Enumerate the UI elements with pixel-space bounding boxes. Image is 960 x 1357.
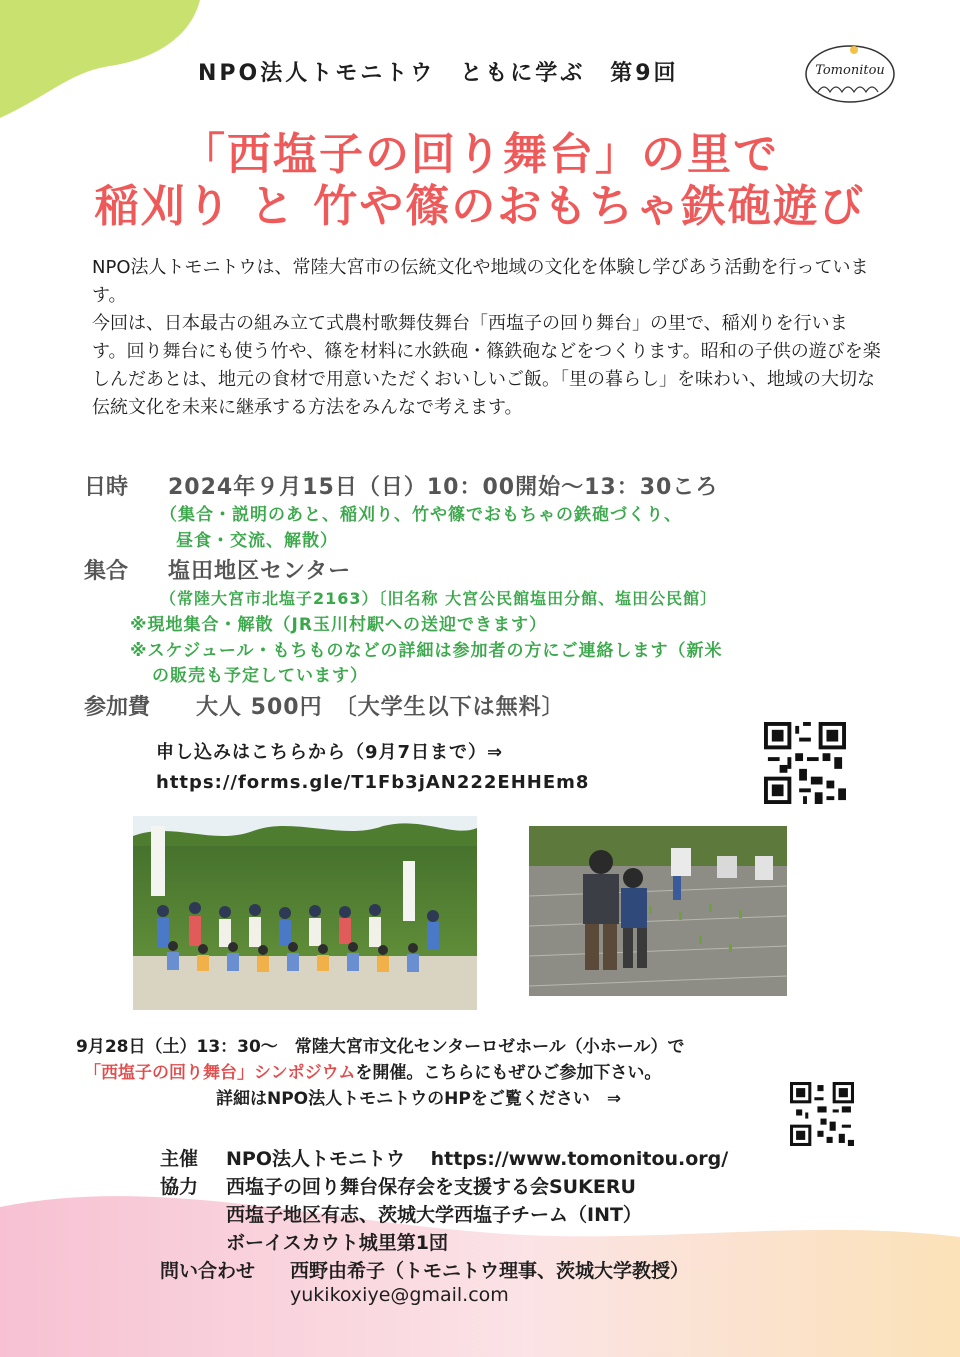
- apply-url-link[interactable]: https://forms.gle/T1Fb3jAN222EHHEm8: [156, 772, 590, 793]
- apply-instruction: 申し込みはこちらから（9月7日まで）⇒: [156, 742, 504, 763]
- contact-email-link[interactable]: yukikoxiye@gmail.com: [290, 1284, 509, 1306]
- group-photo: [133, 816, 477, 1010]
- symposium-line-1: 9月28日（土）13：30～ 常陸大宮市文化センターロゼホール（小ホール）で: [76, 1037, 685, 1057]
- series-header: NPO法人トモニトウ ともに学ぶ 第9回: [198, 61, 679, 86]
- corner-blob-green: [0, 0, 200, 120]
- coop-label: 協力: [160, 1176, 199, 1198]
- fee-label: 参加費: [84, 695, 151, 720]
- coop-line-1: 西塩子の回り舞台保存会を支援する会SUKERU: [226, 1176, 636, 1198]
- fee-value: 大人 500円 〔大学生以下は無料〕: [196, 695, 565, 720]
- symposium-line-2: [84, 1058, 960, 1083]
- coop-line-3: ボーイスカウト城里第1団: [226, 1232, 449, 1254]
- symposium-invite: を開催。こちらにもぜひご参加下さい。: [355, 1063, 662, 1083]
- date-note-1: （集合・説明のあと、稲刈り、竹や篠でおもちゃの鉄砲づくり、: [160, 505, 682, 525]
- place-note-2: ※現地集合・解散（JR玉川村駅への送迎できます）: [130, 615, 547, 635]
- title-line-2: 稲刈り と 竹や篠のおもちゃ鉄砲遊び: [94, 181, 866, 232]
- place-label: 集合: [84, 559, 129, 584]
- coop-line-2: 西塩子地区有志、茨城大学西塩子チーム（INT）: [226, 1204, 642, 1226]
- host-label: 主催: [160, 1148, 199, 1170]
- place-note-1: （常陸大宮市北塩子2163）〔旧名称 大宮公民館塩田分館、塩田公民館〕: [160, 589, 718, 608]
- tomonitou-logo: [800, 40, 900, 108]
- title-line-1: 「西塩子の回り舞台」の里で: [181, 129, 779, 180]
- contact-value: 西野由希子（トモニトウ理事、茨城大学教授）: [290, 1260, 690, 1282]
- place-note-3: ※スケジュール・もちものなどの詳細は参加者の方にご連絡します（新米: [130, 641, 723, 661]
- host-value: NPO法人トモニトウ https://www.tomonitou.org/: [226, 1148, 729, 1170]
- intro-paragraph-1: NPO法人トモニトウは、常陸大宮市の伝統文化や地域の文化を体験し学びあう活動を行っています。: [92, 257, 869, 306]
- contact-label: 問い合わせ: [160, 1260, 256, 1282]
- logo-text: Tomonitou: [815, 63, 885, 78]
- date-label: 日時: [84, 475, 129, 500]
- qr-code-icon[interactable]: [764, 722, 846, 804]
- date-note-2: 昼食・交流、解散）: [176, 531, 338, 551]
- symposium-line-3: 詳細はNPO法人トモニトウのHPをご覧ください ⇒: [216, 1089, 622, 1109]
- place-note-4: の販売も予定しています）: [152, 666, 368, 686]
- date-value: 2024年９月15日（日）10：00開始～13：30ころ: [168, 475, 719, 500]
- apply-block: [156, 738, 589, 798]
- rice-field-photo: [529, 826, 787, 996]
- symposium-title: 「西塩子の回り舞台」シンポジウム: [84, 1063, 356, 1083]
- place-value: 塩田地区センター: [168, 559, 352, 584]
- intro-paragraph-2: 今回は、日本最古の組み立て式農村歌舞伎舞台「西塩子の回り舞台」の里で、稲刈りを行います。回り舞台にも使う竹や、篠を材料に水鉄砲・篠鉄砲などをつくります。昭和の子供の遊びを楽しんだあとは、地元の食材で用意いただくおいしいご飯。「里の暮らし」を味わい、地域の大切な伝統文化を未来に継承する方法をみんなで考えます。: [92, 313, 881, 418]
- intro-text: [92, 254, 882, 422]
